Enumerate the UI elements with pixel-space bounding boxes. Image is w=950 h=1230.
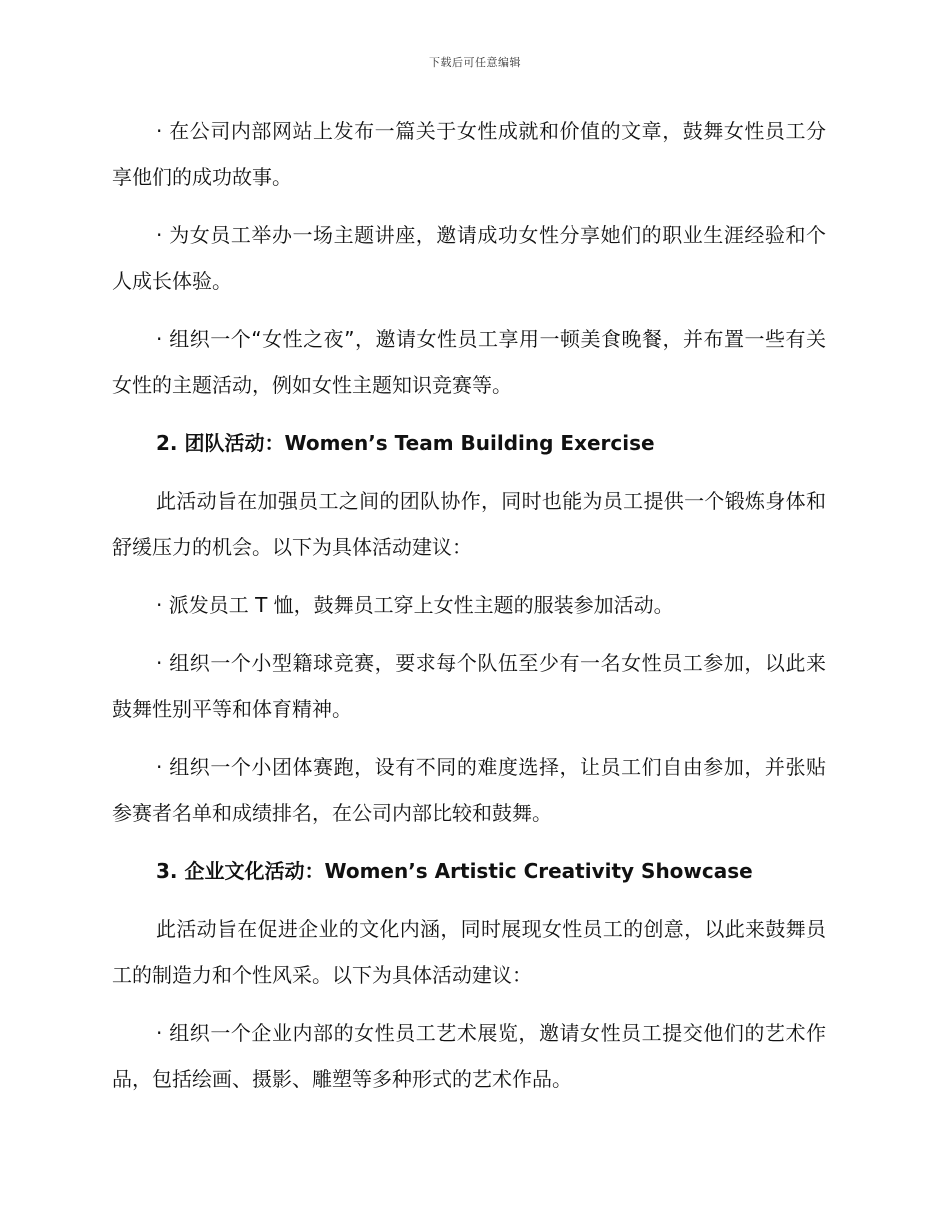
bullet-art-exhibition: · 组织一个企业内部的女性员工艺术展览，邀请女性员工提交他们的艺术作品，包括绘画、摄影、雕塑等多种形式的艺术作品。 xyxy=(112,1021,826,1091)
team-activity-intro: 此活动旨在加强员工之间的团队协作，同时也能为员工提供一个锻炼身体和舒缓压力的机会。以下为具体活动建议： xyxy=(112,489,826,559)
bullet-ball-competition: · 组织一个小型籍球竞赛，要求每个队伍至少有一名女性员工参加，以此来鼓舞性别平等和体育精神。 xyxy=(112,651,826,721)
bullet-article-publish: · 在公司内部网站上发布一篇关于女性成就和价值的文章，鼓舞女性员工分享他们的成功故事。 xyxy=(112,119,826,189)
bullet-theme-lecture: · 为女员工举办一场主题讲座，邀请成功女性分享她们的职业生涯经验和个人成长体验。 xyxy=(112,223,826,293)
bullet-tshirt: · 派发员工 T 恤，鼓舞员工穿上女性主题的服装参加活动。 xyxy=(156,593,674,617)
header-note: 下载后可任意编辑 xyxy=(429,56,521,69)
section-heading-team-activity: 2. 团队活动：Women’s Team Building Exercise xyxy=(156,431,655,455)
section-heading-culture-activity: 3. 企业文化活动：Women’s Artistic Creativity Showcase xyxy=(156,859,753,883)
culture-activity-intro: 此活动旨在促进企业的文化内涵，同时展现女性员工的创意，以此来鼓舞员工的制造力和个性风采。以下为具体活动建议： xyxy=(112,917,826,987)
bullet-team-race: · 组织一个小团体赛跑，设有不同的难度选择，让员工们自由参加，并张贴参赛者名单和成绩排名，在公司内部比较和鼓舞。 xyxy=(112,755,826,825)
bullet-women-night: · 组织一个“女性之夜”，邀请女性员工享用一顿美食晚餐，并布置一些有关女性的主题活动，例如女性主题知识竞赛等。 xyxy=(112,327,826,397)
document-body xyxy=(112,108,826,1114)
